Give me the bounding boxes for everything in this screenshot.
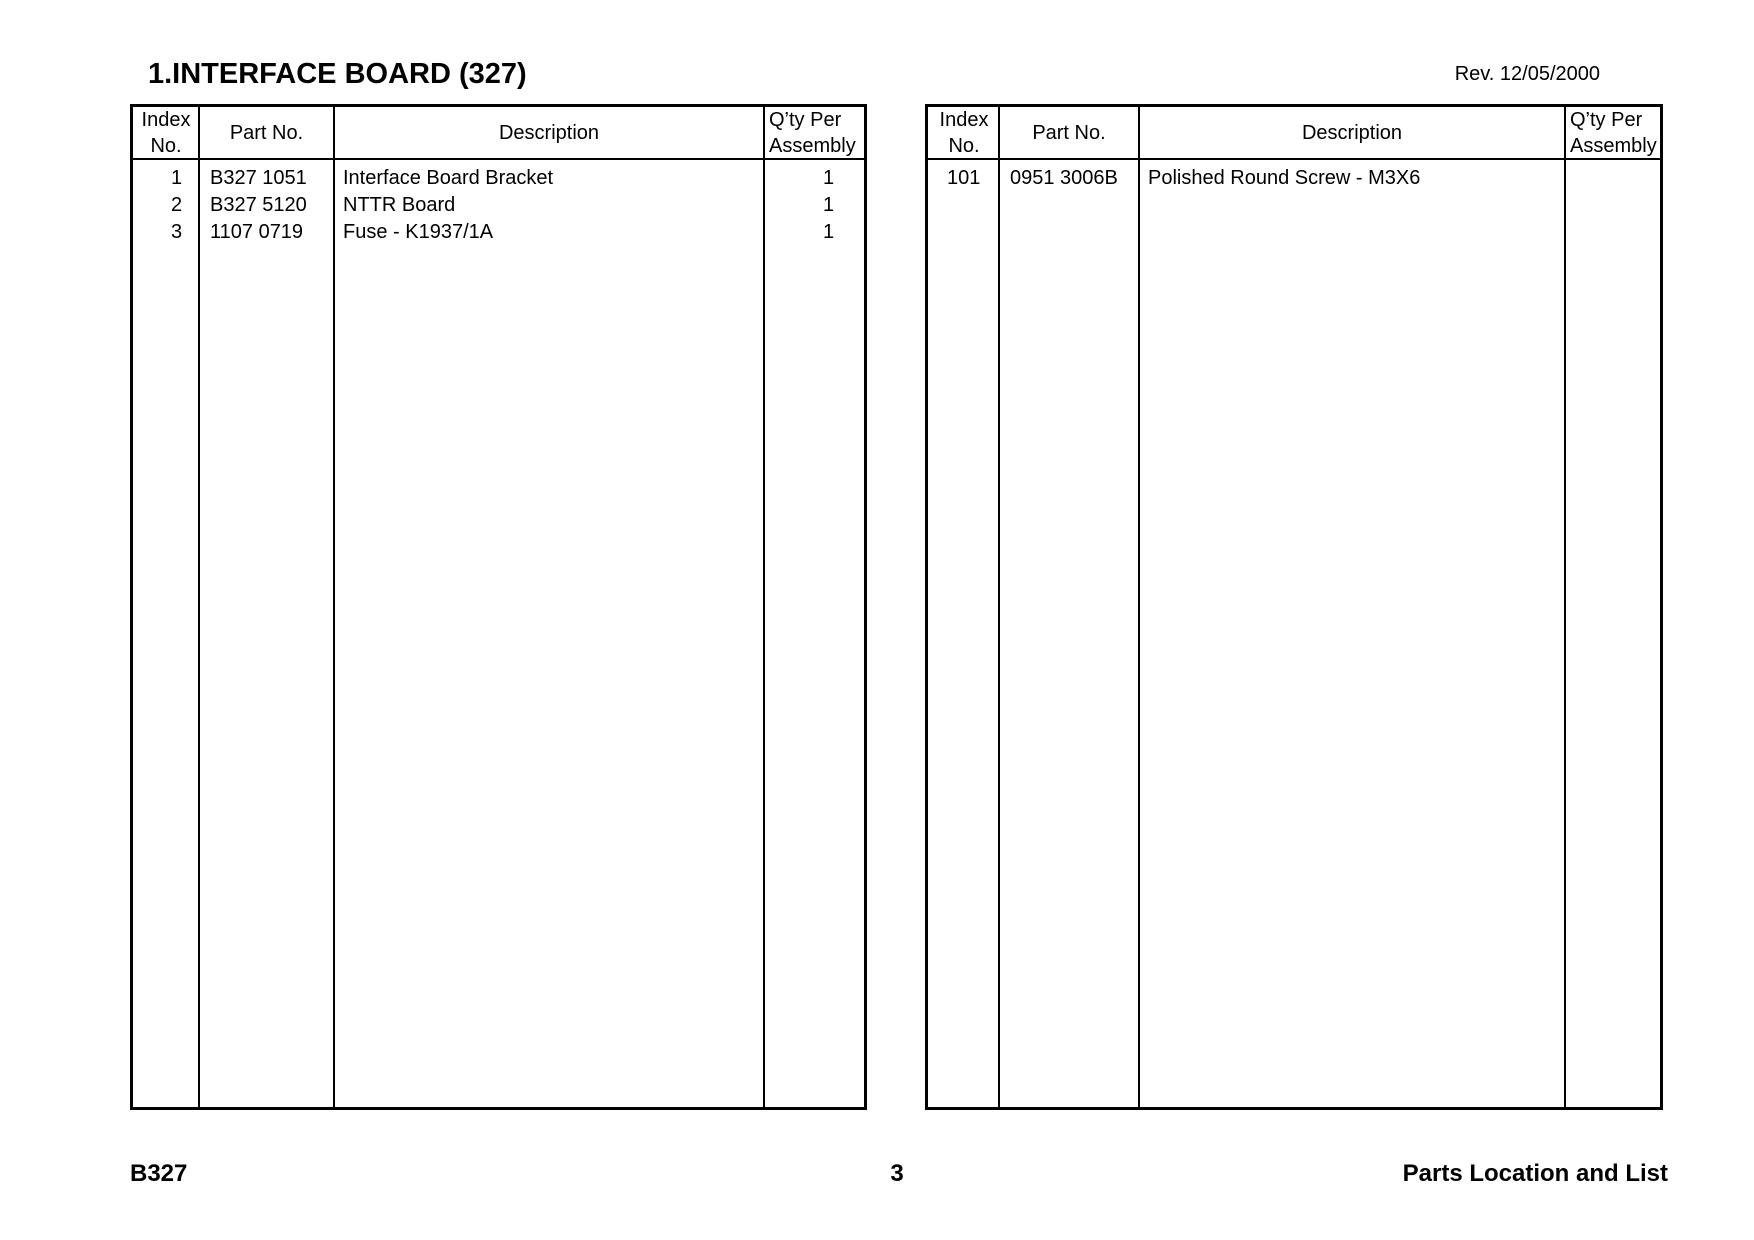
header-qty: Q’ty Per Assembly: [1570, 108, 1657, 157]
cell-index: 101: [947, 167, 981, 189]
table-row: [133, 192, 864, 219]
parts-table-left: [130, 104, 867, 1110]
cell-index: 1: [171, 167, 183, 189]
column-divider: [198, 107, 200, 1107]
footer-page-number: 3: [890, 1160, 904, 1187]
footer-model: B327: [130, 1160, 188, 1187]
column-divider: [763, 107, 765, 1107]
column-divider: [1138, 107, 1140, 1107]
column-divider: [1564, 107, 1566, 1107]
header-index: Index No.: [141, 108, 191, 157]
table-body: [133, 165, 864, 246]
header-rule: [133, 158, 864, 160]
cell-qty: 1: [823, 194, 835, 216]
cell-index: 3: [171, 221, 183, 243]
cell-qty: 1: [823, 167, 835, 189]
cell-description: Polished Round Screw - M3X6: [1148, 167, 1421, 189]
table-row: [133, 219, 864, 246]
revision-date: Rev. 12/05/2000: [1454, 63, 1600, 85]
header-part-no: Part No.: [229, 121, 304, 144]
cell-part-no: B327 1051: [210, 167, 307, 189]
header-qty: Q’ty Per Assembly: [769, 108, 856, 157]
page-title: 1.INTERFACE BOARD (327): [148, 58, 527, 90]
footer-section-title: Parts Location and List: [1402, 1160, 1668, 1187]
parts-table-right: [925, 104, 1663, 1110]
table-body: [928, 165, 1660, 192]
header-rule: [928, 158, 1660, 160]
column-divider: [998, 107, 1000, 1107]
header-description: Description: [1301, 121, 1403, 144]
cell-qty: 1: [823, 221, 835, 243]
header-description: Description: [498, 121, 600, 144]
column-divider: [333, 107, 335, 1107]
cell-description: NTTR Board: [343, 194, 456, 216]
cell-part-no: 1107 0719: [210, 221, 304, 243]
header-part-no: Part No.: [1032, 121, 1106, 144]
cell-part-no: 0951 3006B: [1010, 167, 1118, 189]
cell-description: Interface Board Bracket: [343, 167, 554, 189]
table-row: [133, 165, 864, 192]
cell-part-no: B327 5120: [210, 194, 307, 216]
table-row: [928, 165, 1660, 192]
header-index: Index No.: [939, 108, 989, 157]
cell-index: 2: [171, 194, 183, 216]
cell-description: Fuse - K1937/1A: [343, 221, 494, 243]
